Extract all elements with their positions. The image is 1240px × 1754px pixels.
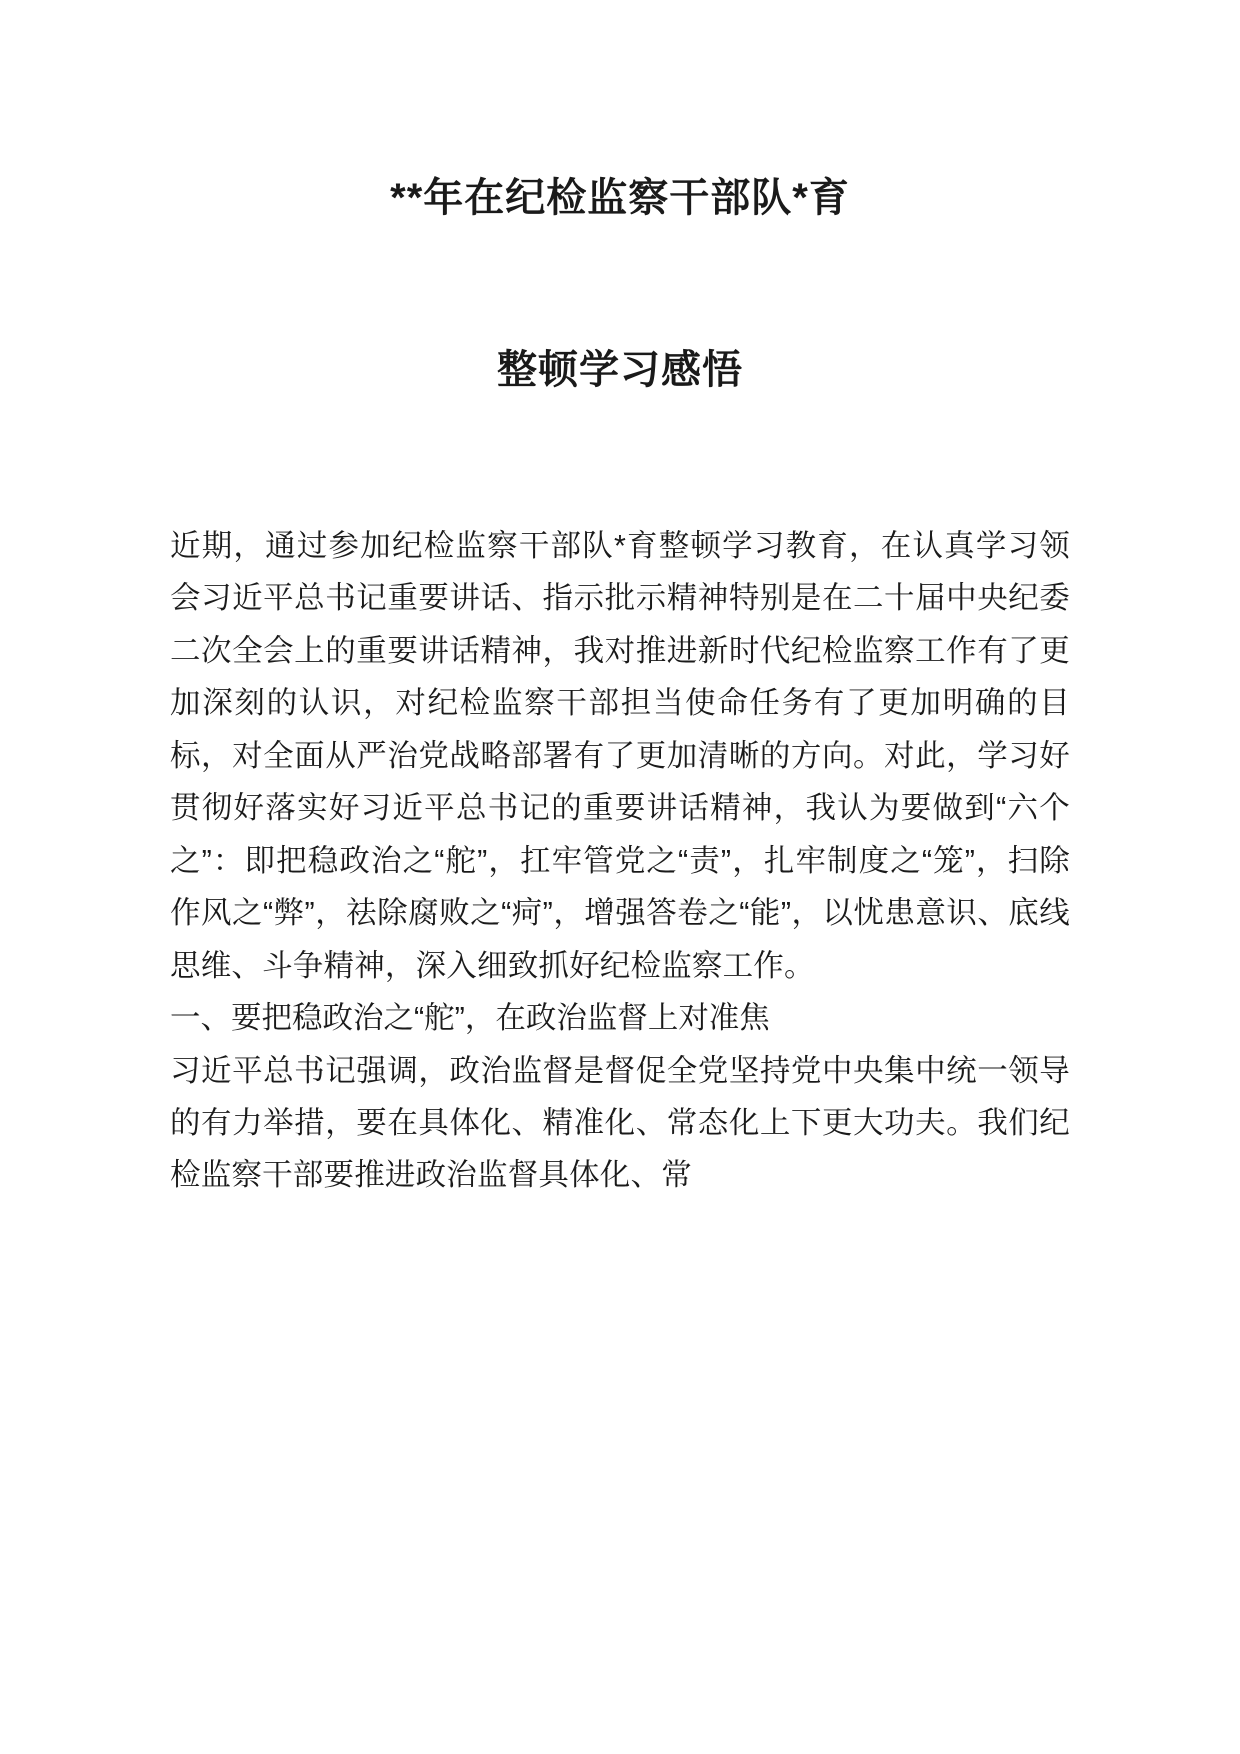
section-heading: 一、要把稳政治之“舵”，在政治监督上对准焦 <box>170 1001 770 1036</box>
body-paragraph: 近期，通过参加纪检监察干部队*育整顿学习教育，在认真学习领会习近平总书记重要讲话、指示批示精神特别是在二十届中央纪委二次全会上的重要讲话精神，我对推进新时代纪检监察工作有了更加深刻的认识，对纪检监察干部担当使命任务有了更加明确的目标，对全面从严治党战略部署有了更加清晰的方向。对此，学习好贯彻好落实好习近平总书记的重要讲话精神，我认为要做到“六个之”：即把稳政治之“舵”，扛牢管党之“责”，扎牢制度之“笼”，扫除作风之“弊”，祛除腐败之“疴”，增强答卷之“能”，以忧患意识、底线思维、斗争精神，深入细致抓好纪检监察工作。 <box>170 529 1070 983</box>
document-title-line-2: 整顿学习感悟 <box>497 348 743 392</box>
section-paragraph: 习近平总书记强调，政治监督是督促全党坚持党中央集中统一领导的有力举措，要在具体化、精准化、常态化上下更大功夫。我们纪检监察干部要推进政治监督具体化、常 <box>170 1053 1070 1193</box>
document-body <box>170 520 1070 1202</box>
document-title-line-1: **年在纪检监察干部队*育 <box>390 176 850 220</box>
